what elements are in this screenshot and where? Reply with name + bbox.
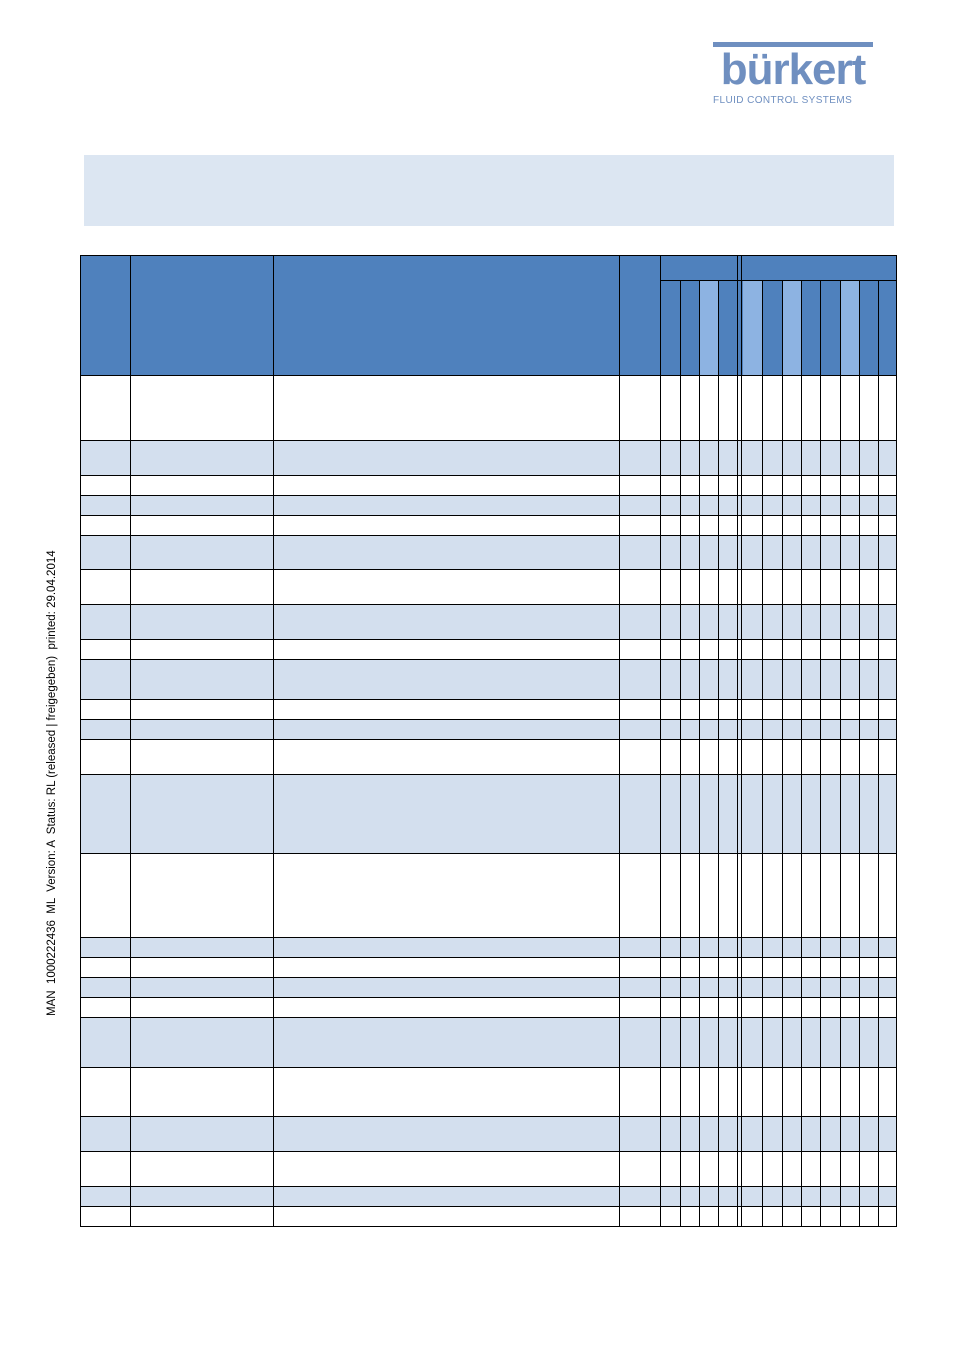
table-row-border [80,535,897,536]
table-row-shade [80,719,897,739]
table-row-shade [80,977,897,997]
table-row-shade [80,1116,897,1151]
table-subcolumn-divider [801,281,802,1227]
table-row-border [80,997,897,998]
table-row-border [80,1017,897,1018]
table-row-border [80,853,897,854]
table-subcolumn-divider [680,281,681,1227]
table-row-border [80,440,897,441]
table-row-border [80,569,897,570]
table-subcolumn-divider [762,281,763,1227]
table-row-border [80,739,897,740]
table-top-border [80,255,897,256]
header-subcolumn [820,281,840,375]
table-row-border [80,1206,897,1207]
table-row-shade [80,535,897,569]
table-column-divider [619,255,620,1227]
table-row-border [80,475,897,476]
burkert-logo [712,42,874,106]
table-column-divider [660,255,661,1227]
header-subcolumn [743,281,762,375]
table-subcolumn-divider [699,281,700,1227]
table-row-border [80,719,897,720]
table-subcolumn-divider [840,281,841,1227]
header-subcolumn [661,281,680,375]
table-column-divider [80,255,81,1227]
logo-tagline: FLUID CONTROL SYSTEMS [713,95,853,106]
table-row-shade [80,937,897,957]
table-row-border [80,604,897,605]
table-row-border [80,639,897,640]
table-subcolumn-divider [878,281,879,1227]
document-status-line: MAN 1000222436 ML Version: A Status: RL (released | freigegeben) printed: 29.04.2014 [46,550,58,1016]
table-row-border [80,937,897,938]
title-banner [84,155,894,226]
table-column-divider [273,255,274,1227]
table-row-border [80,957,897,958]
table-subcolumn-divider [820,281,821,1227]
table-row-border [80,774,897,775]
table-row-border [80,1151,897,1152]
table-subcolumn-divider [859,281,860,1227]
header-subcolumn [878,281,897,375]
logo-wordmark: bürkert [720,45,866,94]
table-row-shade [80,440,897,475]
table-row-shade [80,774,897,853]
header-subcolumn [840,281,859,375]
header-subcolumn [699,281,718,375]
table-row-border [80,1116,897,1117]
table-group-divider [737,255,738,1227]
table-subcolumn-divider [782,281,783,1227]
header-group-underline [660,280,897,281]
table-group-divider [741,255,742,1227]
table-row-shade [80,659,897,699]
table-column-divider [130,255,131,1227]
table-row-shade [80,1186,897,1206]
table-row-border [80,977,897,978]
table-row-border [80,659,897,660]
table-row-border [80,515,897,516]
header-subcolumn [718,281,737,375]
header-subcolumn [762,281,782,375]
header-subcolumn [801,281,820,375]
table-row-shade [80,495,897,515]
table-row-shade [80,604,897,639]
table-row-shade [80,1017,897,1067]
header-subcolumn [859,281,878,375]
table-row-border [80,699,897,700]
table-row-border [80,495,897,496]
table-row-border [80,1186,897,1187]
header-subcolumn [680,281,699,375]
header-subcolumn [782,281,801,375]
table-column-divider [896,255,897,1227]
table-row-border [80,375,897,376]
table-bottom-border [80,1226,897,1227]
table-row-border [80,1067,897,1068]
table-subcolumn-divider [718,281,719,1227]
